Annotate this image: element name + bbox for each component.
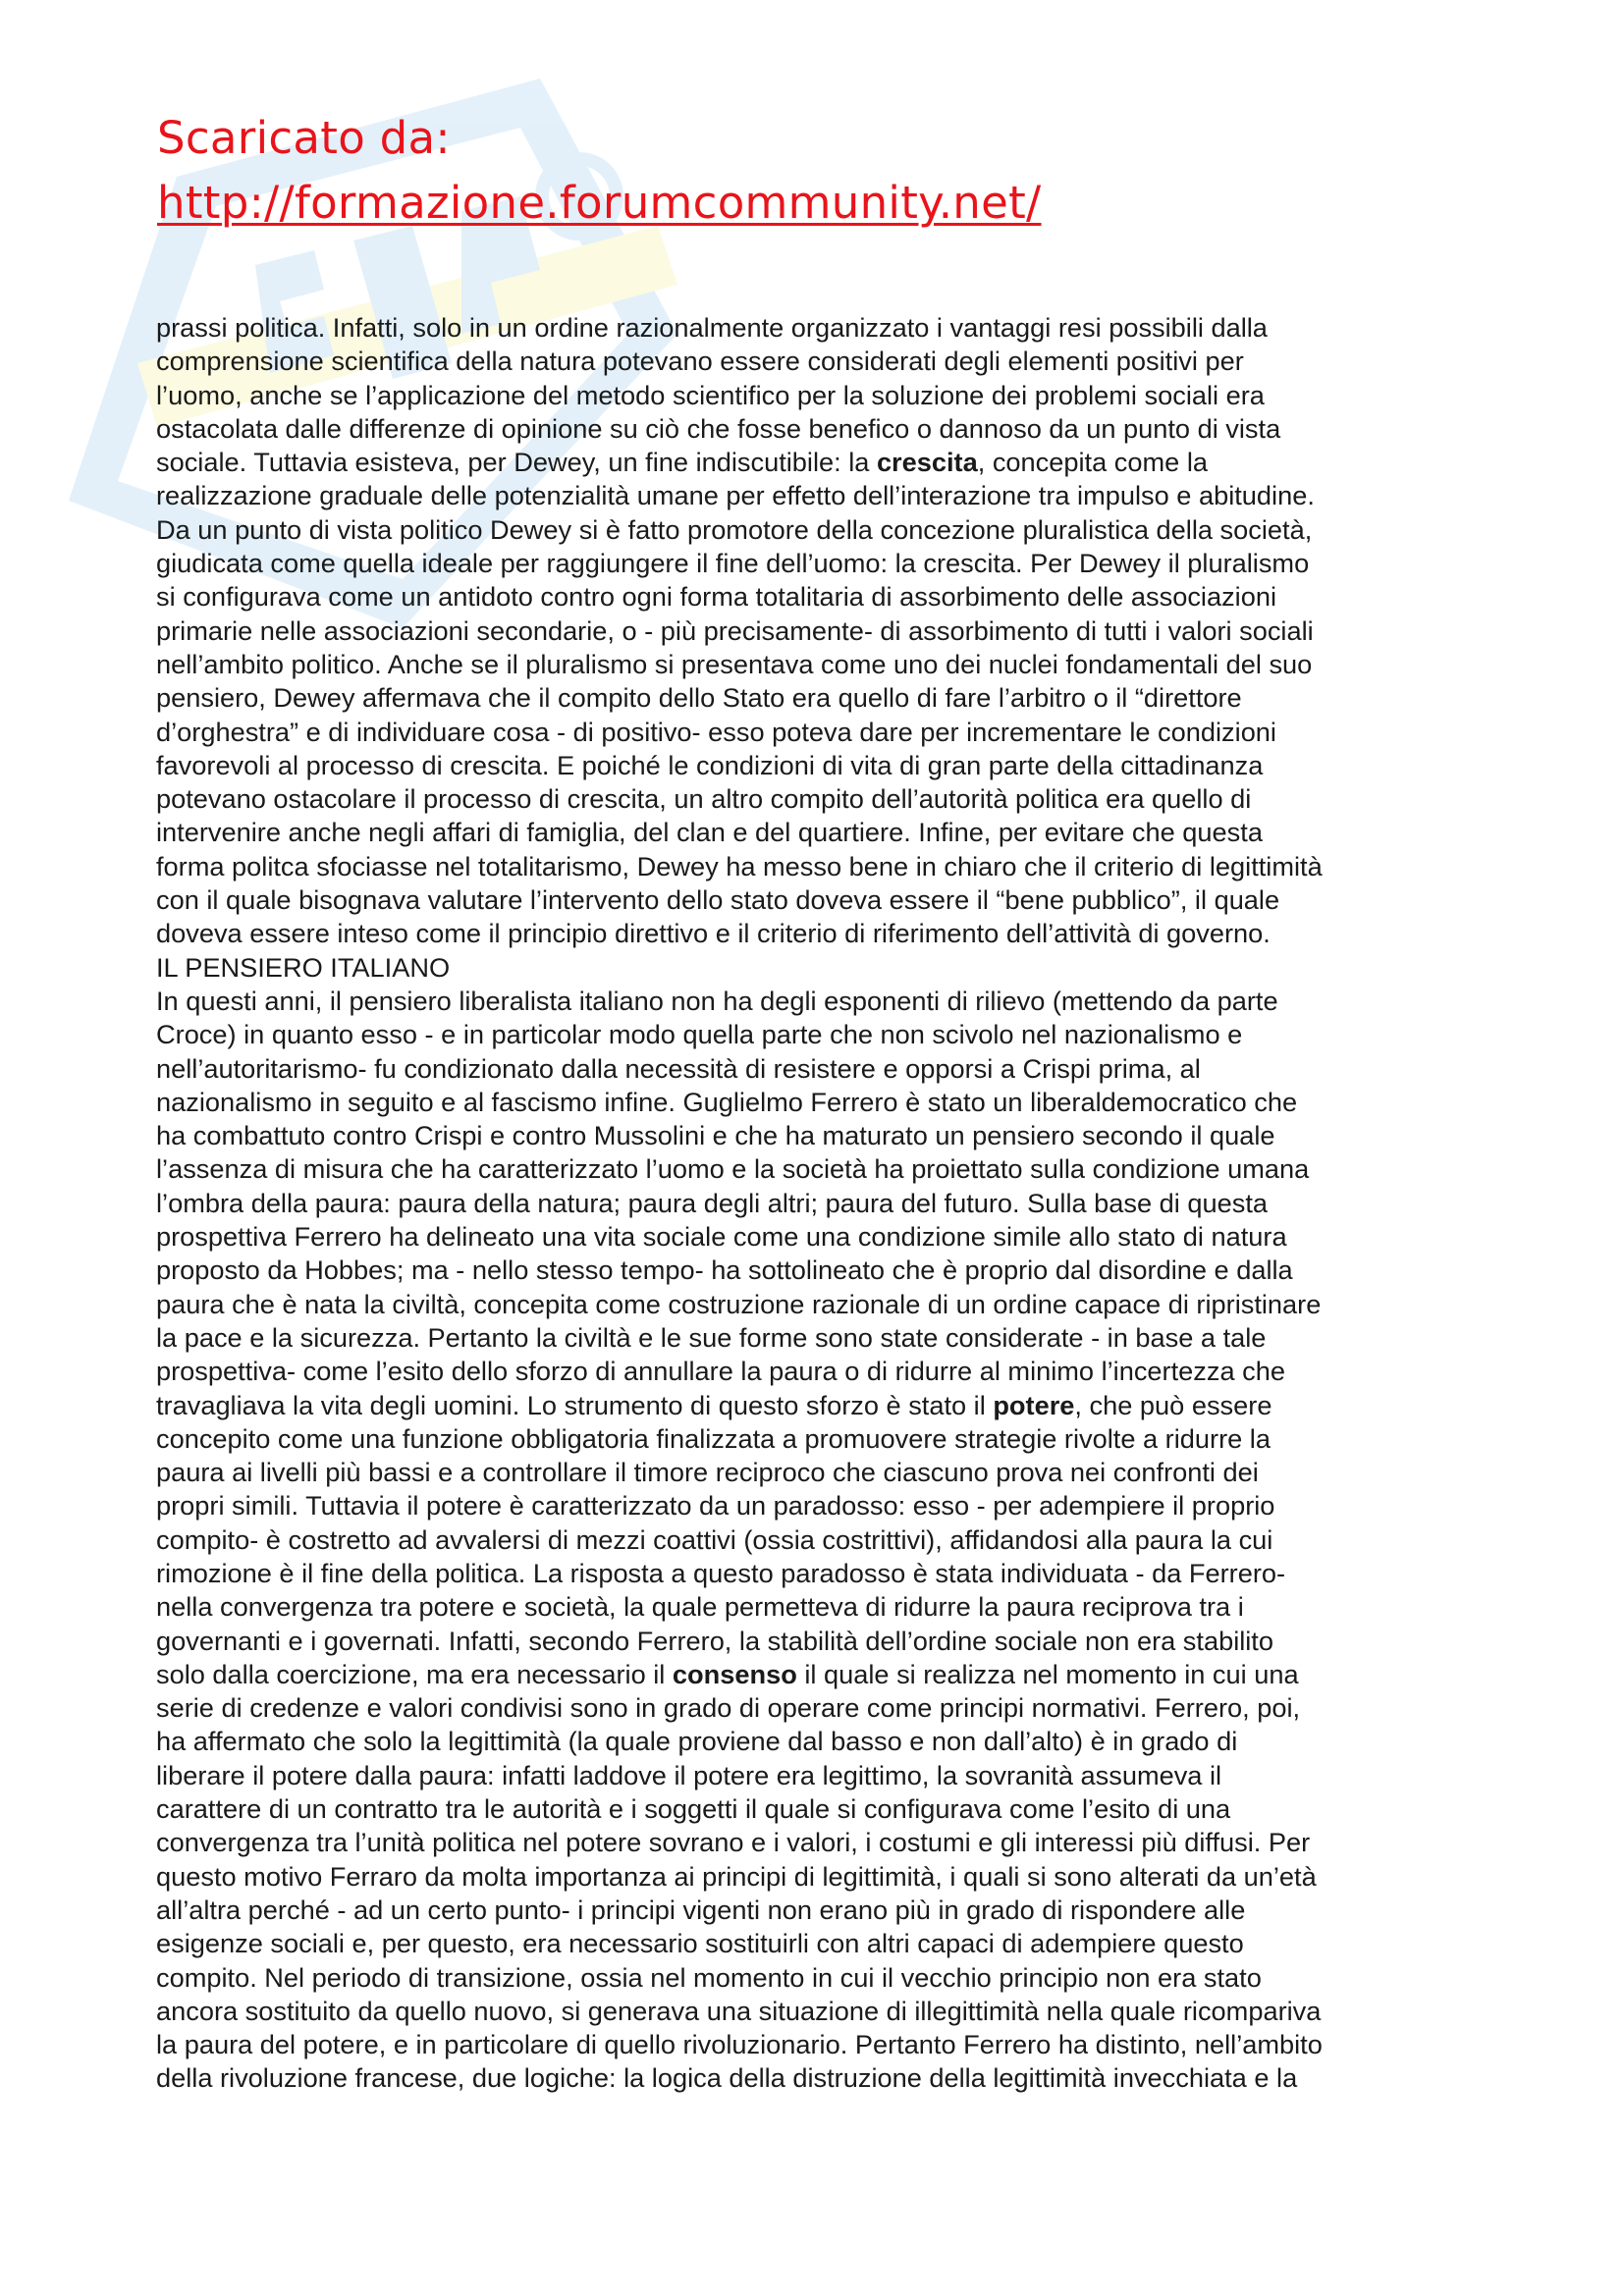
text-line: la paura del potere, e in particolare di quello rivoluzionario. Pertanto Ferrero ha distinto, nell’ambito: [156, 2029, 1323, 2060]
text-line: nell’autoritarismo- fu condizionato dalla necessità di resistere e opporsi a Crispi prima, al: [156, 1052, 1201, 1084]
text-line: potevano ostacolare il processo di crescita, un altro compito dell’autorità politica era quello di: [156, 783, 1252, 815]
source-label: Scaricato da:: [157, 112, 451, 164]
text-line: della rivoluzione francese, due logiche: la logica della distruzione della legittimità invecchiata e la: [156, 2062, 1298, 2094]
text-line: governanti e i governati. Infatti, secondo Ferrero, la stabilità dell’ordine sociale non era stabilito: [156, 1625, 1273, 1656]
text-line: Da un punto di vista politico Dewey si è fatto promotore della concezione pluralistica della società,: [156, 513, 1313, 545]
text-line: paura ai livelli più bassi e a controllare il timore reciproco che ciascuno prova nei confronti dei: [156, 1457, 1259, 1488]
text-line: con il quale bisognava valutare l’intervento dello stato doveva essere il “bene pubblico”, il quale: [156, 884, 1280, 916]
bold-term: crescita: [876, 447, 978, 478]
text-line: intervenire anche negli affari di famiglia, del clan e del quartiere. Infine, per evitare che questa: [156, 817, 1263, 848]
text-line: si configurava come un antidoto contro ogni forma totalitaria di assorbimento delle associazioni: [156, 581, 1276, 613]
text-line: comprensione scientifica della natura potevano essere considerati degli elementi positivi per: [156, 346, 1244, 377]
text-line: carattere di un contratto tra le autorità e i soggetti il quale si configurava come l’esito di una: [156, 1793, 1231, 1825]
text-line: realizzazione graduale delle potenzialità umane per effetto dell’interazione tra impulso e abitudine.: [156, 480, 1315, 511]
document-body: [156, 311, 1491, 2096]
text-line: In questi anni, il pensiero liberalista italiano non ha degli esponenti di rilievo (mettendo da parte: [156, 985, 1278, 1016]
text-line: nell’ambito politico. Anche se il pluralismo si presentava come uno dei nuclei fondamentali del suo: [156, 648, 1313, 679]
text-line: ostacolata dalle differenze di opinione su ciò che fosse benefico o dannoso da un punto di vista: [156, 412, 1281, 444]
text-line: ancora sostituito da quello nuovo, si generava una situazione di illegittimità nella quale ricompariva: [156, 1995, 1322, 2026]
text-line: [156, 1658, 1491, 1691]
text-line: compito- è costretto ad avvalersi di mezzi coattivi (ossia costrittivi), affidandosi alla paura la cui: [156, 1523, 1273, 1555]
text-line: IL PENSIERO ITALIANO: [156, 951, 451, 983]
source-url-link[interactable]: http://formazione.forumcommunity.net/: [157, 177, 1042, 229]
text-line: esigenze sociali e, per questo, era necessario sostituirli con altri capaci di adempiere questo: [156, 1928, 1244, 1959]
text-line: propri simili. Tuttavia il potere è caratterizzato da un paradosso: esso - per adempiere il proprio: [156, 1490, 1275, 1522]
text-line: l’assenza di misura che ha caratterizzato l’uomo e la società ha proiettato sulla condizione umana: [156, 1153, 1310, 1185]
text-line: la pace e la sicurezza. Pertanto la civiltà e le sue forme sono state considerate - in base a tale: [156, 1321, 1267, 1353]
text-run: solo dalla coercizione, ma era necessario il: [156, 1658, 673, 1689]
text-line: prospettiva Ferrero ha delineato una vita sociale come una condizione simile allo stato di natura: [156, 1221, 1287, 1253]
text-line: nella convergenza tra potere e società, la quale permetteva di ridurre la paura reciprova tra i: [156, 1591, 1244, 1623]
text-line: convergenza tra l’unità politica nel potere sovrano e i valori, i costumi e gli interessi più diffusi. Per: [156, 1827, 1311, 1858]
text-run: , che può essere: [1074, 1389, 1272, 1420]
text-line: compito. Nel periodo di transizione, ossia nel momento in cui il vecchio principio non era stato: [156, 1961, 1262, 1993]
download-source-header: [157, 106, 1042, 236]
text-line: liberare il potere dalla paura: infatti laddove il potere era legittimo, la sovranità assumeva il: [156, 1759, 1222, 1790]
text-line: prassi politica. Infatti, solo in un ordine razionalmente organizzato i vantaggi resi possibili dalla: [156, 312, 1268, 343]
text-run: travagliava la vita degli uomini. Lo strumento di questo sforzo è stato il: [156, 1389, 994, 1420]
text-line: ha combattuto contro Crispi e contro Mussolini e che ha maturato un pensiero secondo il quale: [156, 1120, 1275, 1151]
text-line: ha affermato che solo la legittimità (la quale proviene dal basso e non dall’alto) è in grado di: [156, 1726, 1238, 1757]
text-line: l’uomo, anche se l’applicazione del metodo scientifico per la soluzione dei problemi sociali era: [156, 379, 1265, 410]
text-line: l’ombra della paura: paura della natura; paura degli altri; paura del futuro. Sulla base di questa: [156, 1187, 1269, 1218]
text-line: Croce) in quanto esso - e in particolar modo quella parte che non scivolo nel nazionalismo e: [156, 1019, 1243, 1050]
text-line: proposto da Hobbes; ma - nello stesso tempo- ha sottolineato che è proprio dal disordine e dalla: [156, 1255, 1293, 1286]
text-line: [156, 1389, 1491, 1422]
text-line: prospettiva- come l’esito dello sforzo di annullare la paura o di ridurre al minimo l’incertezza che: [156, 1356, 1285, 1387]
text-line: doveva essere inteso come il principio direttivo e il criterio di riferimento dell’attività di governo.: [156, 918, 1271, 949]
text-line: paura che è nata la civiltà, concepita come costruzione razionale di un ordine capace di ripristinare: [156, 1288, 1322, 1319]
text-run: , concepita come la: [977, 447, 1208, 478]
text-line: pensiero, Dewey affermava che il compito dello Stato era quello di fare l’arbitro o il “direttore: [156, 682, 1242, 714]
text-line: favorevoli al processo di crescita. E poiché le condizioni di vita di gran parte della cittadinanza: [156, 749, 1264, 780]
text-line: giudicata come quella ideale per raggiungere il fine dell’uomo: la crescita. Per Dewey il pluralismo: [156, 548, 1310, 579]
text-line: d’orghestra” e di individuare cosa - di positivo- esso poteva dare per incrementare le condizioni: [156, 716, 1276, 747]
text-line: serie di credenze e valori condivisi sono in grado di operare come principi normativi. Ferrero, poi,: [156, 1692, 1301, 1724]
text-line: forma politca sfociasse nel totalitarismo, Dewey ha messo bene in chiaro che il criterio di legittimità: [156, 850, 1323, 881]
text-line: primarie nelle associazioni secondarie, o - più precisamente- di assorbimento di tutti i valori sociali: [156, 614, 1314, 646]
bold-term: consenso: [672, 1658, 797, 1689]
text-run: sociale. Tuttavia esisteva, per Dewey, un fine indiscutibile: la: [156, 447, 877, 478]
text-line: questo motivo Ferraro da molta importanza ai principi di legittimità, i quali si sono alterati da un’età: [156, 1860, 1317, 1892]
text-run: il quale si realizza nel momento in cui una: [796, 1658, 1299, 1689]
text-line: concepito come una funzione obbligatoria finalizzata a promuovere strategie rivolte a ridurre la: [156, 1422, 1271, 1454]
text-line: nazionalismo in seguito e al fascismo infine. Guglielmo Ferrero è stato un liberaldemocratico che: [156, 1086, 1298, 1117]
text-line: all’altra perché - ad un certo punto- i principi vigenti non erano più in grado di rispondere alle: [156, 1894, 1246, 1925]
bold-term: potere: [993, 1389, 1075, 1420]
text-line: [156, 446, 1491, 479]
text-line: rimozione è il fine della politica. La risposta a questo paradosso è stata individuata - da Ferrero-: [156, 1557, 1286, 1588]
